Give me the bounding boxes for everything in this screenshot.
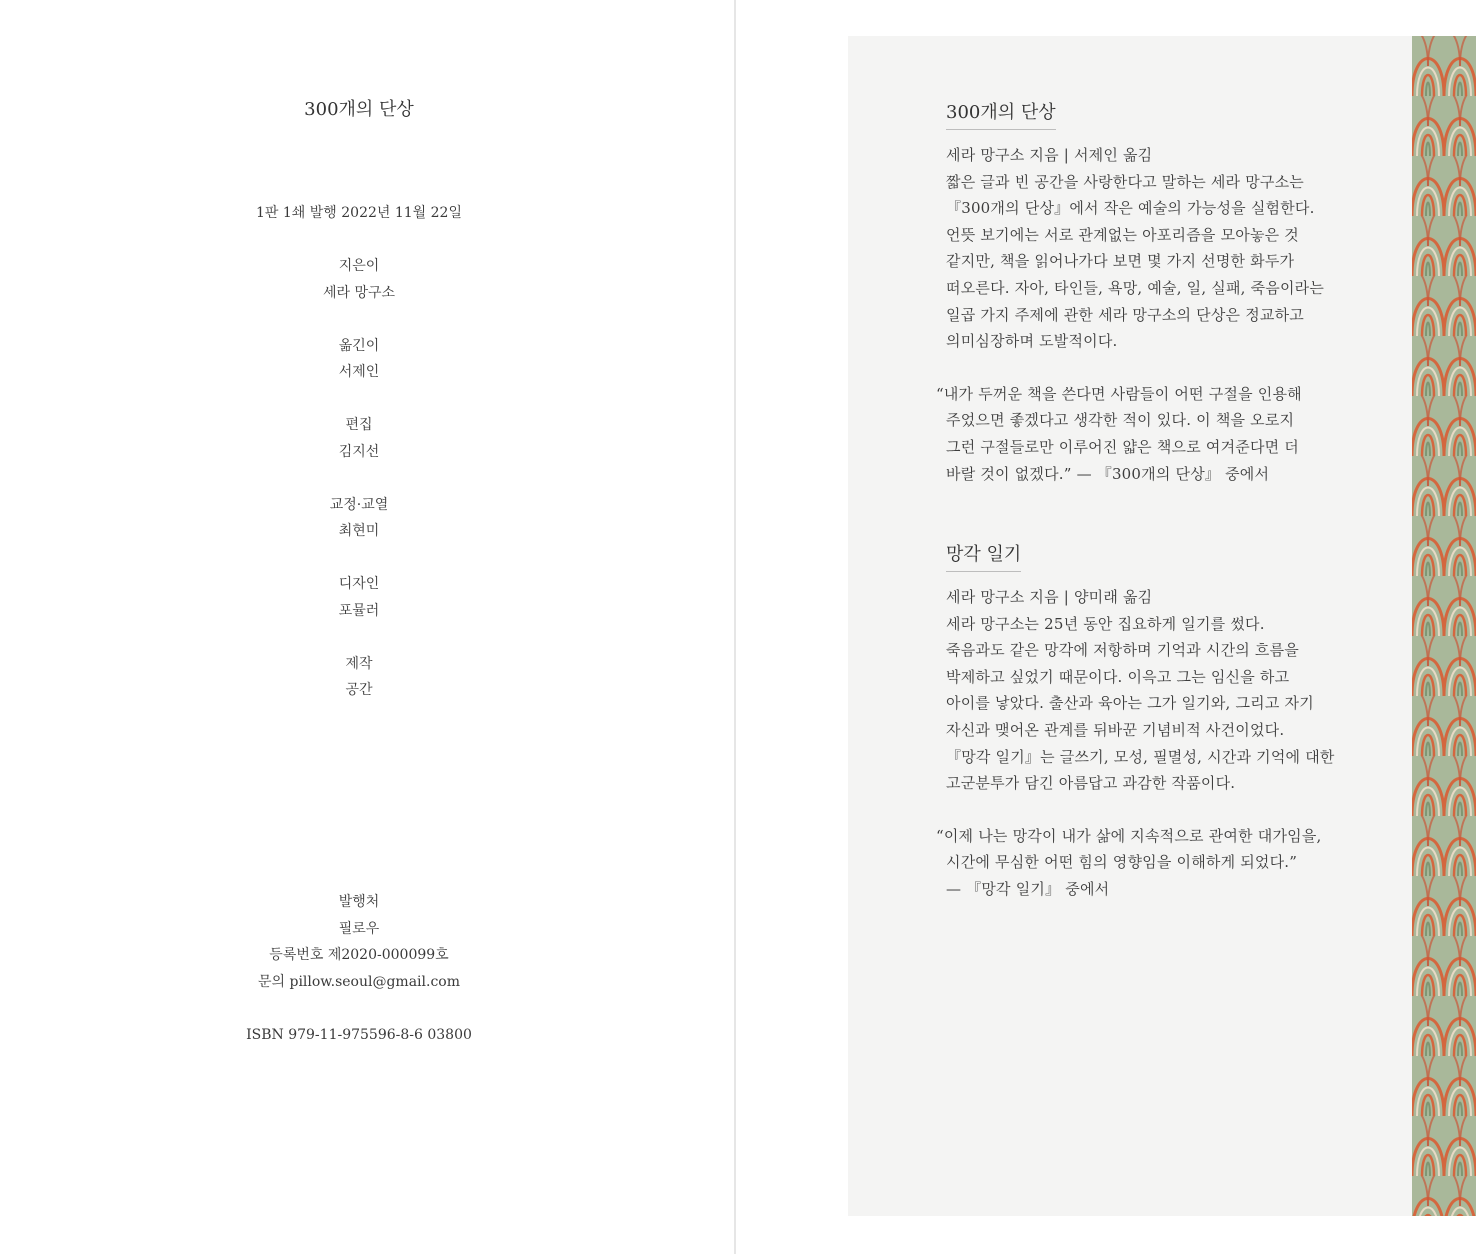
left-page-colophon xyxy=(0,0,734,1254)
book-ad-description xyxy=(946,142,1386,355)
description-line: 아이를 낳았다. 출산과 육아는 그가 일기와, 그리고 자기 xyxy=(946,694,1314,713)
description-line: 세라 망구소 지음 | 서제인 옮김 xyxy=(946,146,1153,164)
page-gutter-divider xyxy=(734,0,736,1254)
credit-production xyxy=(0,651,718,704)
credit-name: 서제인 xyxy=(338,364,380,380)
description-line: 같지만, 책을 읽어나가다 보면 몇 가지 선명한 화두가 xyxy=(946,252,1295,271)
description-line: 의미심장하며 도발적이다. xyxy=(946,332,1118,351)
description-line: 박제하고 싶었기 때문이다. 이윽고 그는 임신을 하고 xyxy=(946,667,1290,686)
quote-line: 주었으면 좋겠다고 생각한 적이 있다. 이 책을 오로지 xyxy=(946,411,1295,430)
description-line: 떠오른다. 자아, 타인들, 욕망, 예술, 일, 실패, 죽음이라는 xyxy=(946,278,1325,297)
credit-author xyxy=(0,253,718,306)
credits-list xyxy=(0,253,718,730)
description-line: 언뜻 보기에는 서로 관계없는 아포리즘을 모아놓은 것 xyxy=(946,225,1299,244)
credit-name: 공간 xyxy=(345,682,373,698)
book-ad-title: 망각 일기 xyxy=(946,540,1021,572)
isbn-line: ISBN 979-11-975596-8-6 03800 xyxy=(246,1027,472,1043)
credit-role: 지은이 xyxy=(338,258,380,274)
publisher-info xyxy=(0,889,718,995)
description-line: 일곱 가지 주제에 관한 세라 망구소의 단상은 정교하고 xyxy=(946,305,1304,324)
marbled-paper-border-icon xyxy=(1412,36,1476,1216)
credit-role: 편집 xyxy=(345,417,373,433)
description-line: 죽음과도 같은 망각에 저항하며 기억과 시간의 흐름을 xyxy=(946,641,1299,660)
credit-translator xyxy=(0,333,718,386)
credit-name: 김지선 xyxy=(338,443,380,460)
edition-info xyxy=(0,200,718,227)
quote-line: — 『망각 일기』 중에서 xyxy=(946,879,1110,898)
publisher-registration: 등록번호 제2020-000099호 xyxy=(269,947,449,963)
quote-line: 그런 구절들로만 이루어진 얇은 책으로 여겨준다면 더 xyxy=(946,437,1299,456)
credit-role: 제작 xyxy=(345,655,373,672)
description-line: 고군분투가 담긴 아름답고 과감한 작품이다. xyxy=(946,774,1236,793)
description-line: 『망각 일기』는 글쓰기, 모성, 필멸성, 시간과 기억에 대한 xyxy=(946,747,1335,766)
description-line: 세라 망구소는 25년 동안 집요하게 일기를 썼다. xyxy=(946,614,1265,633)
description-line: 세라 망구소 지음 | 양미래 옮김 xyxy=(946,588,1153,606)
credit-editor xyxy=(0,412,718,465)
publisher-contact: 문의 pillow.seoul@gmail.com xyxy=(257,973,461,990)
description-line: 자신과 맺어온 관계를 뒤바꾼 기념비적 사건이었다. xyxy=(946,720,1285,739)
book-ad-300-fragments xyxy=(936,98,1386,487)
description-line: 『300개의 단상』에서 작은 예술의 가능성을 실험한다. xyxy=(946,199,1315,218)
colophon-title: 300개의 단상 xyxy=(304,99,414,120)
right-page-book-ads xyxy=(848,36,1476,1216)
quote-line: 바랄 것이 없겠다.” — 『300개의 단상』 중에서 xyxy=(946,464,1270,483)
description-line: 짧은 글과 빈 공간을 사랑한다고 말하는 세라 망구소는 xyxy=(946,172,1304,191)
book-ad-quote xyxy=(936,823,1386,903)
credit-designer xyxy=(0,571,718,624)
book-ad-forgetting-diary xyxy=(936,540,1386,903)
isbn-info xyxy=(0,1022,718,1049)
credit-role: 교정·교열 xyxy=(329,496,389,513)
credit-role: 옮긴이 xyxy=(338,337,380,354)
credit-proofreader xyxy=(0,492,718,545)
quote-line: “이제 나는 망각이 내가 삶에 지속적으로 관여한 대가임을, xyxy=(936,826,1322,845)
credit-name: 최현미 xyxy=(338,523,380,539)
book-ad-description xyxy=(946,584,1386,797)
edition-line: 1판 1쇄 발행 2022년 11월 22일 xyxy=(256,205,462,221)
quote-line: “내가 두꺼운 책을 쓴다면 사람들이 어떤 구절을 인용해 xyxy=(936,384,1302,403)
quote-line: 시간에 무심한 어떤 힘의 영향임을 이해하게 되었다.” xyxy=(946,853,1298,872)
book-ad-title: 300개의 단상 xyxy=(946,98,1056,130)
credit-role: 디자인 xyxy=(338,576,380,592)
book-ad-quote xyxy=(936,381,1386,487)
credit-name: 세라 망구소 xyxy=(322,284,396,301)
publisher-name: 필로우 xyxy=(338,920,380,937)
credit-name: 포뮬러 xyxy=(338,602,380,619)
publisher-label: 발행처 xyxy=(338,894,380,910)
